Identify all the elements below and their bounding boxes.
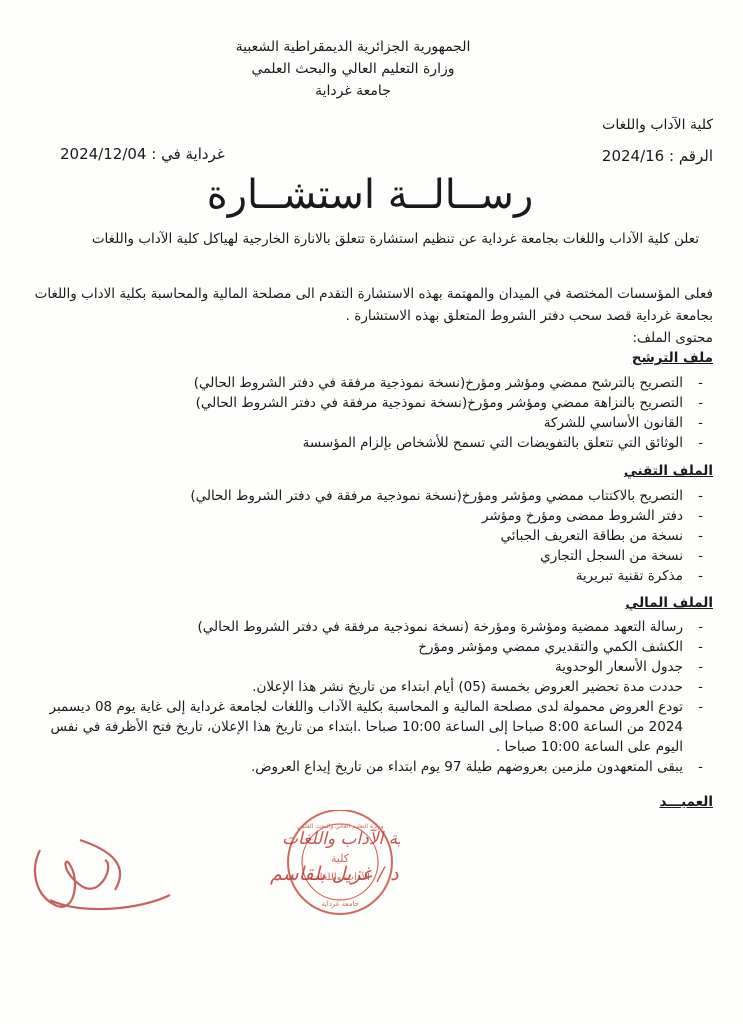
handwritten-name: د / غزيل بلقاسم bbox=[270, 863, 399, 885]
signature-area bbox=[20, 810, 400, 940]
place-date bbox=[60, 145, 225, 163]
university-line: جامعة غرداية bbox=[315, 83, 391, 99]
financial-section-title: الملف المالي bbox=[625, 595, 713, 611]
document-date: 2024/12/04 bbox=[60, 145, 147, 163]
list-item: - الوثائق التي تتعلق بالتفويضات التي تسمح للأشخاص بإلزام المؤسسة bbox=[33, 433, 703, 453]
list-item: - التصريح بالنزاهة ممضي ومؤشر ومؤرخ(نسخة نموذجية مرفقة في دفتر الشروط الحالي) bbox=[33, 393, 703, 413]
document-title: رســالــة استشــارة bbox=[206, 172, 534, 218]
place-date-label: غرداية في : bbox=[151, 145, 225, 163]
candidacy-section-title: ملف الترشح bbox=[631, 350, 713, 366]
stamp-center-2: الآداب واللغات bbox=[310, 872, 370, 883]
list-item: - نسخة من بطاقة التعريف الجبائي bbox=[33, 526, 703, 546]
list-item: - القانون الأساسي للشركة bbox=[33, 413, 703, 433]
content-label: محتوى الملف: bbox=[632, 330, 713, 346]
dean-title: العميـــد bbox=[659, 794, 713, 810]
list-item: - يبقى المتعهدون ملزمين بعروضهم طيلة 97 يوم ابتداء من تاريخ إيداع العروض. bbox=[33, 757, 703, 777]
list-item: - رسالة التعهد ممضية ومؤشرة ومؤرخة (نسخة نموذجية مرفقة في دفتر الشروط الحالي) bbox=[33, 617, 703, 637]
list-item: - التصريح بالترشح ممضي ومؤشر ومؤرخ(نسخة نموذجية مرفقة في دفتر الشروط الحالي) bbox=[33, 373, 703, 393]
technical-section-title: الملف التقني bbox=[623, 463, 713, 479]
technical-list bbox=[33, 486, 703, 586]
stamp-top: وزارة التعليم العالي والبحث العلمي bbox=[296, 823, 384, 830]
financial-list bbox=[33, 617, 703, 777]
list-item: - نسخة من السجل التجاري bbox=[33, 546, 703, 566]
signature-stamp-graphic bbox=[20, 810, 400, 940]
list-item: - جدول الأسعار الوحدوية bbox=[33, 657, 703, 677]
stamp-center-1: كلية bbox=[330, 852, 350, 865]
handwritten-role: ة الآداب واللغات bbox=[282, 829, 398, 849]
signature-scribble bbox=[35, 840, 170, 909]
header-block bbox=[213, 36, 493, 102]
official-stamp bbox=[288, 810, 392, 914]
intro-paragraph-1: تعلن كلية الآداب واللغات بجامعة غرداية عن تنظيم استشارة تتعلق بالانارة الخارجية لهياكل كلية الآداب واللغات bbox=[91, 231, 699, 247]
list-item: - التصريح بالاكتتاب ممضي ومؤشر ومؤرخ(نسخة نموذجية مرفقة في دفتر الشروط الحالي) bbox=[33, 486, 703, 506]
list-item: - تودع العروض محمولة لدى مصلحة المالية و المحاسبة بكلية الآداب واللغات لجامعة غرداية إلى غاية يوم 08 ديسمبر 2024 من الساعة 8:00 صباحا إلى الساعة 10:00 صباحا .ابتداء من تاريخ هذا الإعلان، تاريخ فتح الأظرفة في نفس اليوم على الساعة 10:00 صباحا . bbox=[33, 697, 703, 757]
intro-paragraph-2: فعلى المؤسسات المختصة في الميدان والمهتمة بهذه الاستشارة التقدم الى مصلحة المالية والمحاسبة بكلية الاداب واللغات بجامعة غرداية قصد سحب دفتر الشروط المتعلق بهذه الاستشارة . bbox=[34, 286, 713, 324]
list-item: - دفتر الشروط ممضى ومؤرخ ومؤشر bbox=[33, 506, 703, 526]
republic-line: الجمهورية الجزائرية الديمقراطية الشعبية bbox=[235, 39, 471, 55]
ministry-line: وزارة التعليم العالي والبحث العلمي bbox=[251, 61, 455, 77]
reference-number: الرقم : 2024/16 bbox=[601, 147, 713, 165]
list-item: - مذكرة تقنية تبريرية bbox=[33, 566, 703, 586]
faculty-name: كلية الآداب واللغات bbox=[602, 117, 713, 133]
candidacy-list bbox=[33, 373, 703, 453]
list-item: - الكشف الكمي والتقديري ممضي ومؤشر ومؤرخ bbox=[33, 637, 703, 657]
list-item: - حددت مدة تحضير العروض بخمسة (05) أيام ابتداء من تاريخ نشر هذا الإعلان. bbox=[33, 677, 703, 697]
stamp-bottom: جامعة غرداية bbox=[321, 900, 359, 908]
